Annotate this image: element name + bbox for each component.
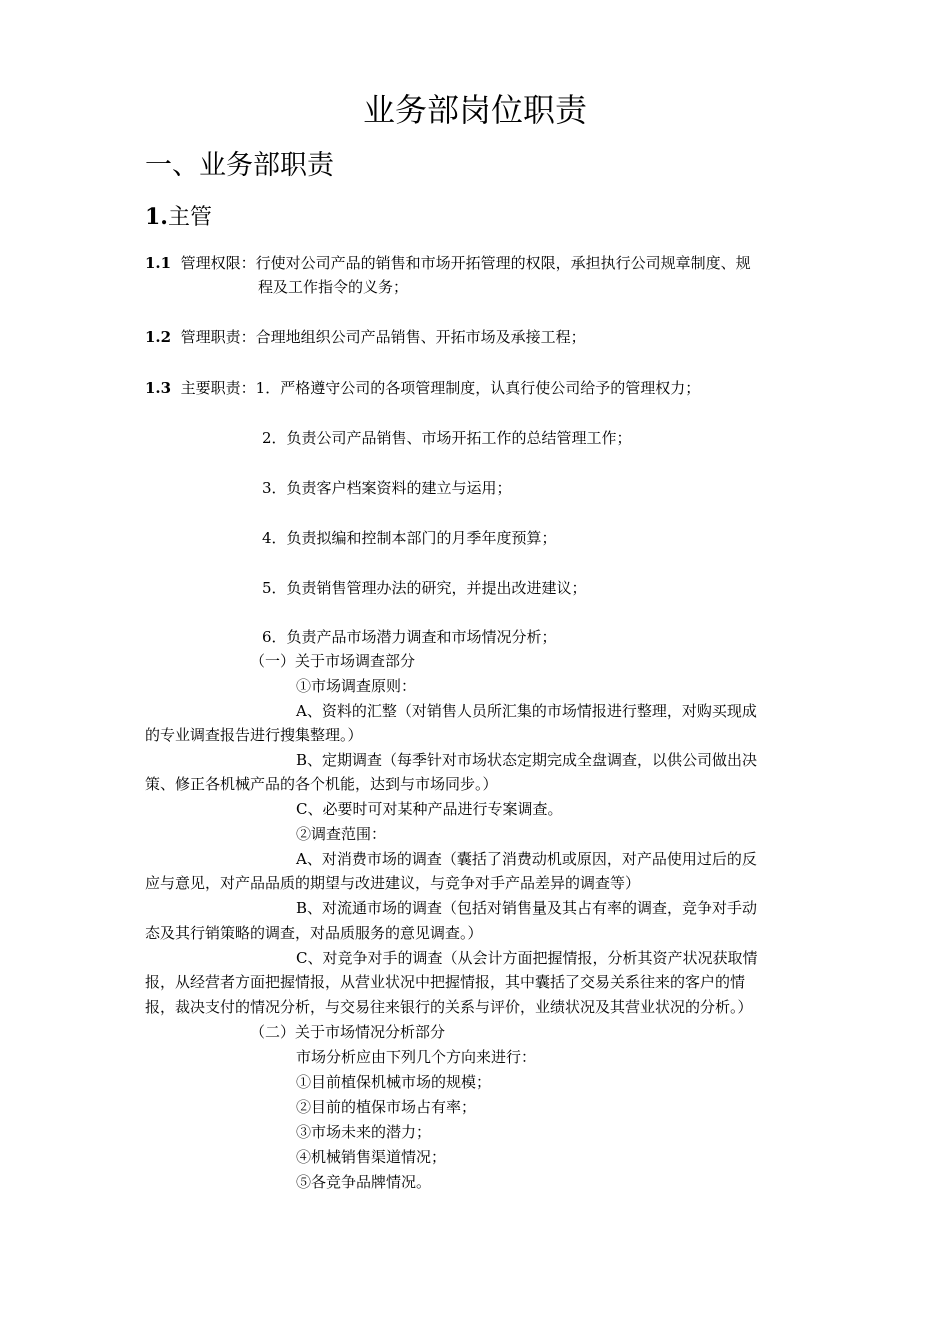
principle-b-line2: 策、修正各机械产品的各个机能，达到与市场同步。） bbox=[145, 775, 498, 793]
duty-item: 6．负责产品市场潜力调查和市场情况分析； bbox=[262, 628, 557, 646]
item-label: 主要职责： bbox=[180, 379, 256, 397]
duty-item: 4．负责拟编和控制本部门的月季年度预算； bbox=[262, 529, 557, 547]
principle-a-line1: A、资料的汇整（对销售人员所汇集的市场情报进行整理，对购买现成 bbox=[296, 702, 757, 720]
item-1-2 bbox=[145, 325, 586, 349]
item-1-1 bbox=[145, 251, 751, 275]
principle-c-line1: C、必要时可对某种产品进行专案调查。 bbox=[296, 800, 563, 818]
scope-b-line1: B、对流通市场的调查（包括对销售量及其占有率的调查，竞争对手动 bbox=[296, 899, 758, 917]
scope-b-line2: 态及其行销策略的调查，对品质服务的意见调查。） bbox=[145, 924, 483, 942]
subsection-number: 1. bbox=[145, 204, 168, 230]
subsection-title: 主管 bbox=[167, 205, 212, 230]
item-1-1-continuation: 程及工作指令的义务； bbox=[258, 278, 409, 296]
item-text: 合理地组织公司产品销售、开拓市场及承接工程； bbox=[255, 328, 586, 346]
scope-c-line1: C、对竞争对手的调查（从会计方面把握情报，分析其资产状况获取情 bbox=[296, 949, 758, 967]
analysis-intro: 市场分析应由下列几个方向来进行： bbox=[296, 1048, 537, 1066]
item-number: 1.1 bbox=[145, 254, 172, 272]
item-1-3 bbox=[145, 376, 700, 400]
subsection-heading bbox=[145, 200, 212, 235]
duty-item: 2．负责公司产品销售、市场开拓工作的总结管理工作； bbox=[262, 429, 632, 447]
scope-a-line2: 应与意见，对产品品质的期望与改进建议，与竞争对手产品差异的调查等） bbox=[145, 874, 641, 892]
section-heading: 一、业务部职责 bbox=[145, 150, 334, 181]
scope-heading: ②调查范围： bbox=[296, 825, 387, 843]
item-number: 1.3 bbox=[145, 379, 172, 397]
analysis-point: ③市场未来的潜力； bbox=[296, 1123, 432, 1141]
item-label: 管理职责： bbox=[180, 328, 256, 346]
scope-c-line2: 报，从经营者方面把握情报，从营业状况中把握情报，其中囊括了交易关系往来的客户的情 bbox=[145, 973, 746, 991]
analysis-point: ④机械销售渠道情况； bbox=[296, 1148, 447, 1166]
analysis-point: ②目前的植保市场占有率； bbox=[296, 1098, 477, 1116]
scope-a-line1: A、对消费市场的调查（囊括了消费动机或原因，对产品使用过后的反 bbox=[296, 850, 757, 868]
part2-heading: （二）关于市场情况分析部分 bbox=[250, 1023, 446, 1041]
duty-item: 3．负责客户档案资料的建立与运用； bbox=[262, 479, 512, 497]
scope-c-line3: 报，裁决支付的情况分析，与交易往来银行的关系与评价，业绩状况及其营业状况的分析。） bbox=[145, 998, 753, 1016]
duty-item: 5．负责销售管理办法的研究，并提出改进建议； bbox=[262, 579, 587, 597]
analysis-point: ①目前植保机械市场的规模； bbox=[296, 1073, 492, 1091]
analysis-point: ⑤各竞争品牌情况。 bbox=[296, 1173, 432, 1191]
document-title: 业务部岗位职责 bbox=[362, 91, 587, 129]
part1-heading: （一）关于市场调查部分 bbox=[250, 652, 416, 670]
principle-b-line1: B、定期调查（每季针对市场状态定期完成全盘调查，以供公司做出决 bbox=[296, 751, 758, 769]
item-text: 1．严格遵守公司的各项管理制度，认真行使公司给予的管理权力； bbox=[255, 379, 701, 397]
principle-heading: ①市场调查原则： bbox=[296, 677, 417, 695]
item-label: 管理权限： bbox=[180, 254, 256, 272]
principle-a-line2: 的专业调查报告进行搜集整理。） bbox=[145, 726, 363, 744]
item-text: 行使对公司产品的销售和市场开拓管理的权限，承担执行公司规章制度、规 bbox=[255, 254, 751, 272]
item-number: 1.2 bbox=[145, 328, 172, 346]
